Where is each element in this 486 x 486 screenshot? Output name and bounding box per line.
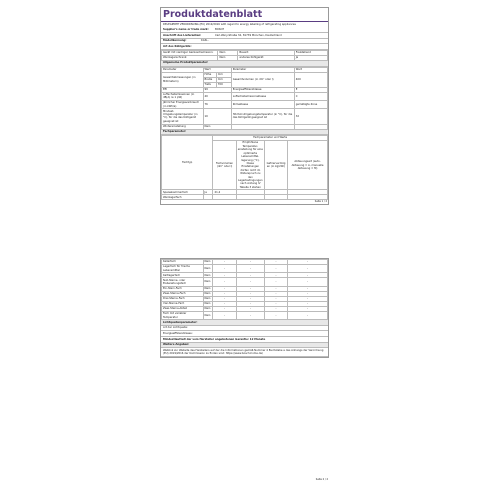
compartment-defrost: -: [288, 291, 328, 296]
compartment-name: Vier-Sterne-Fach: [162, 301, 204, 306]
param-value: 99: [203, 87, 231, 92]
compartment-freeze: -: [264, 291, 287, 296]
compartment-name: Ein-Stern-Fach: [162, 286, 204, 291]
compartment-freeze: -: [264, 311, 287, 319]
dimension-value: mm: [216, 72, 231, 77]
dimension-name: Tiefe: [203, 82, 216, 87]
volume-value: 400: [294, 72, 327, 87]
compartment-name: Kellerfach: [162, 260, 204, 265]
compartment-present: Nein: [203, 286, 213, 291]
dimension-value: 700: [216, 82, 231, 87]
warranty-row: Mindestlaufzeit der vom Hersteller angebotenen Garantie: 12 Monate: [161, 337, 328, 343]
compartment-defrost: -: [288, 296, 328, 301]
type-cell: Ja: [294, 55, 327, 60]
compartment-volume: -: [213, 260, 236, 265]
compartment-temp: -: [236, 265, 264, 273]
column-header: Abtauungsart (auto-Abtauung = A, manuelle Abtauung = M): [288, 141, 328, 190]
param-name: [231, 124, 294, 129]
compartment-freeze: -: [264, 301, 287, 306]
compartment-present: Nein: [203, 273, 213, 278]
light-source-type-label: Art der Lichtquelle:: [163, 326, 188, 330]
compartment-volume: -: [213, 273, 236, 278]
compartment-temp: -: [236, 296, 264, 301]
param-name: Luftschallemissionen (in dB(A) re 1 pW): [162, 92, 204, 100]
compartment-name: Speisekammerfach: [162, 190, 204, 195]
param-name: Wintereinstellung: [162, 124, 204, 129]
compartment-present: Nein: [203, 306, 213, 311]
compartment-name: Null-Sterne- oder Eisbereitungsfach: [162, 278, 204, 286]
compartment-name: Lagerfach für frische Lebensmittel: [162, 265, 204, 273]
dimension-value: mm: [216, 77, 231, 82]
span-header: Fachparameter und Werte: [213, 136, 328, 141]
param-name: Energieeffizienzklasse: [231, 87, 294, 92]
param-value: E: [294, 87, 327, 92]
table-row: [162, 195, 328, 200]
compartment-volume: [213, 195, 236, 200]
compartment-temp: -: [236, 273, 264, 278]
compartment-temp: -: [236, 278, 264, 286]
column-header: Fachvolumen (dm³ oder l): [213, 141, 236, 190]
supplier-label: Supplier's name or trade mark:: [163, 28, 209, 32]
param-value: C: [294, 92, 327, 100]
compartment-present: Nein: [203, 291, 213, 296]
dimensions-label: Gesamtabmessungen (in Millimetern): [162, 72, 204, 87]
compartment-defrost: -: [288, 278, 328, 286]
compartment-freeze: -: [264, 296, 287, 301]
param-value: Nein: [203, 124, 231, 129]
compartment-temp: -: [236, 291, 264, 296]
compartment-temp: -: [236, 286, 264, 291]
param-name: Mindest-Umgebungstemperatur (in °C), für die das Kühlgerät geeignet ist: [162, 109, 204, 124]
table-row: [162, 278, 328, 286]
table-row: [162, 265, 328, 273]
compartment-defrost: [288, 195, 328, 200]
table-row: [162, 100, 328, 108]
compartment-present: Nein: [203, 311, 213, 319]
param-name: Luftschallemissionsklasse: [231, 92, 294, 100]
compartment-temp: -: [236, 260, 264, 265]
table-row: [162, 92, 328, 100]
light-source-header: Lichtquellenparameter:: [161, 320, 328, 326]
compartment-freeze: [264, 195, 287, 200]
type-cell: Gerät mit niedriger Geräuschemission:: [162, 50, 218, 55]
compartment-freeze: -: [264, 286, 287, 291]
regulation-text: DELEGIERTE VERORDNUNG (EU) 2019/2016 with regard to energy labelling of refrigerating appliances: [163, 23, 296, 26]
compartment-defrost: -: [288, 301, 328, 306]
type-cell: Bauart:: [238, 50, 294, 55]
param-value: 40: [203, 92, 231, 100]
param-name: Klimaklasse: [231, 100, 294, 108]
compartment-temp: -: [236, 311, 264, 319]
compartment-present: Nein: [203, 265, 213, 273]
page-number: Seite 2 / 2: [315, 478, 328, 481]
address-value: Carl-Wery-Straße 34, 81739 München, Deutschland: [215, 33, 282, 37]
volume-label: Gesamtvolumen (in dm³ oder l): [231, 72, 294, 87]
compartment-temp: [236, 195, 264, 200]
compartment-present: Nein: [203, 278, 213, 286]
type-cell: Nein: [218, 55, 238, 60]
datasheet-page-1: [160, 7, 329, 205]
compartment-volume: -: [213, 311, 236, 319]
compartment-name: Zwei-Sterne-Abteil: [162, 306, 204, 311]
column-header: Wert: [203, 67, 231, 72]
compartment-present: Nein: [203, 260, 213, 265]
page-number: Seite 1 / 2: [314, 200, 327, 204]
column-header: Parameter: [231, 67, 294, 72]
compartment-name: Fach mit variabler Temperatur: [162, 311, 204, 319]
compartment-temp: -: [236, 306, 264, 311]
column-header: Gefriervermögen (in kg/24h): [264, 141, 287, 190]
compartment-freeze: -: [264, 278, 287, 286]
compartment-volume: -: [213, 306, 236, 311]
type-table: [161, 50, 328, 61]
compartment-name: Zwei-Sterne-Fach: [162, 291, 204, 296]
param-value: 10: [203, 109, 231, 124]
column-header: Wert: [294, 67, 327, 72]
table-row: [162, 124, 328, 129]
type-cell: Freistehend: [294, 50, 327, 55]
compartment-present: Nein: [203, 301, 213, 306]
compartment-volume: -: [213, 286, 236, 291]
param-value: 32: [294, 109, 327, 124]
compartment-volume: -: [213, 296, 236, 301]
type-cell: anderes Kühlgerät:: [238, 55, 294, 60]
compartment-defrost: -: [288, 311, 328, 319]
compartment-volume: 21,2: [213, 190, 236, 195]
dimension-name: Höhe: [203, 72, 216, 77]
address-label: Anschrift des Lieferanten:: [163, 33, 202, 37]
compartment-freeze: -: [264, 273, 287, 278]
compartment-name: Kaltlagerfach: [162, 273, 204, 278]
light-source-class-label: Energieeffizienzklasse:: [163, 331, 193, 335]
compartment-present: [203, 195, 213, 200]
param-value: [294, 124, 327, 129]
compartment-name: Weinlagerfach: [162, 195, 204, 200]
info-header: Weitere Angaben:: [161, 343, 328, 349]
compartment-defrost: -: [288, 260, 328, 265]
page-title: Produktdatenblatt: [161, 8, 328, 22]
compartment-table: [161, 135, 328, 200]
param-name: EEI: [162, 87, 204, 92]
dimension-name: Breite: [203, 77, 216, 82]
model-label: Modellkennung:: [163, 39, 187, 43]
model-value: KGN...: [201, 39, 210, 43]
table-row: [162, 55, 328, 60]
compartment-defrost: -: [288, 273, 328, 278]
compartment-present: Nein: [203, 296, 213, 301]
info-text: Weblink zur Website des Herstellers auf der die Informationen gemäß Nummer 4 Buchstabe a des Anhangs der Verordnung (EU) 2019/2016 der Kommission zu finden sind: https://www.bosch-home.de/: [161, 348, 328, 357]
compartment-header: Fachparameter:: [161, 130, 328, 136]
supplier-value: BOSCH: [215, 28, 225, 32]
compartment-defrost: -: [288, 286, 328, 291]
table-row: [162, 109, 328, 124]
compartment-volume: -: [213, 278, 236, 286]
compartment-volume: -: [213, 265, 236, 273]
param-name: Höchst-Umgebungstemperatur (in °C), für die das Kühlgerät geeignet ist: [231, 109, 294, 124]
type-header: Art des Kühlgeräts:: [161, 44, 328, 50]
column-header: Fachtyp: [162, 136, 213, 190]
type-cell: Weinlagerschrank:: [162, 55, 218, 60]
datasheet-page-2: [160, 258, 329, 358]
type-cell: Nein: [218, 50, 238, 55]
param-value: 76: [203, 100, 231, 108]
column-header: Empfohlene Temperatur-einstellung für eine optimierte Lebensmittel-lagerung (°C). Diese Einstellungen dürfen nicht im Widerspruch zu den Lagerbedingungen nach Anhang IV Tabelle 3 stehen: [237, 141, 263, 189]
general-params-table: [161, 67, 328, 130]
compartment-table-continued: [161, 259, 328, 320]
compartment-temp: -: [236, 301, 264, 306]
compartment-name: Drei-Sterne-Fach: [162, 296, 204, 301]
compartment-present: Ja: [203, 190, 213, 195]
table-row: [162, 72, 328, 77]
compartment-freeze: -: [264, 260, 287, 265]
compartment-freeze: -: [264, 265, 287, 273]
table-row: [162, 311, 328, 319]
compartment-volume: -: [213, 291, 236, 296]
compartment-volume: -: [213, 301, 236, 306]
general-header: Allgemeine Produktparameter:: [161, 61, 328, 67]
compartment-freeze: -: [264, 306, 287, 311]
compartment-defrost: -: [288, 265, 328, 273]
compartment-defrost: -: [288, 306, 328, 311]
param-value: gemäßigte Zone: [294, 100, 327, 108]
column-header: Parameter: [162, 67, 204, 72]
param-name: Jährlicher Energieverbrauch (in kWh/a): [162, 100, 204, 108]
